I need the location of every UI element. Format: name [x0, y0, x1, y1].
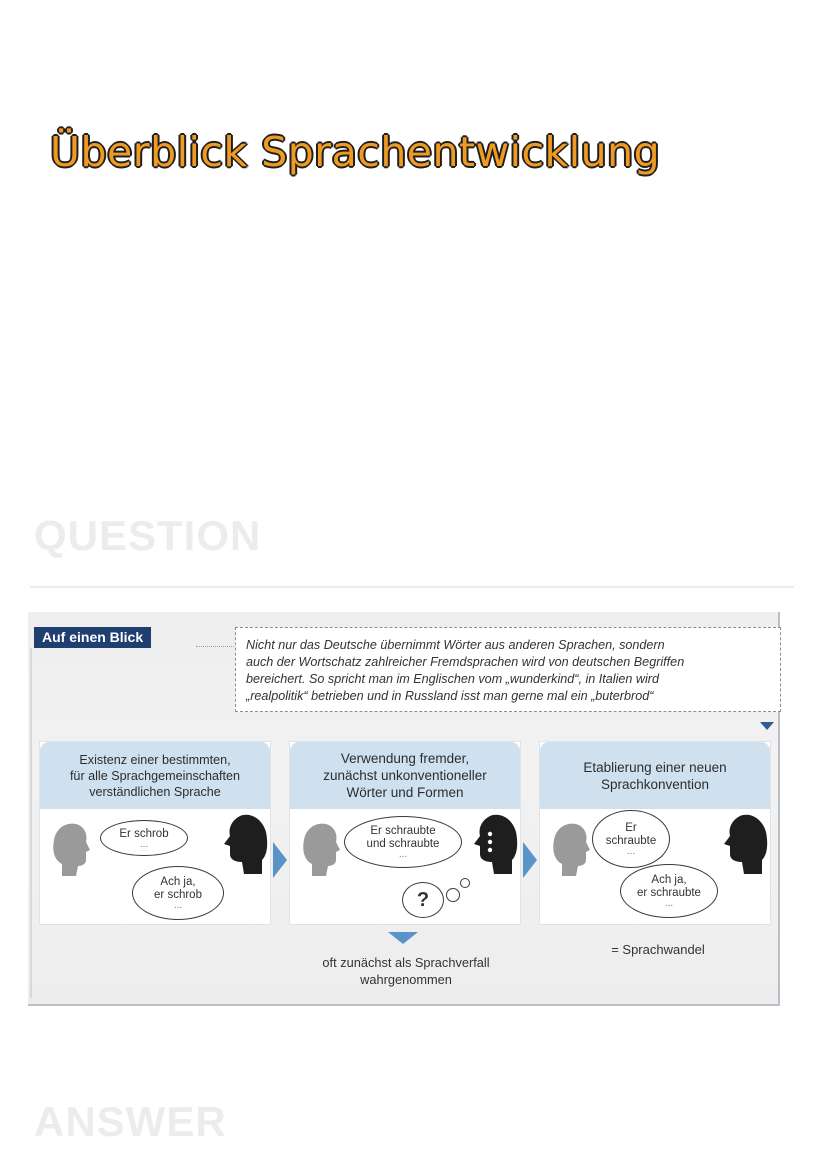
thought-dot [446, 888, 460, 902]
stage-heading [290, 742, 520, 809]
info-line: auch der Wortschatz zahlreicher Fremdsprachen wird von deutschen Begriffen [246, 655, 685, 669]
stage-card-new-convention [540, 742, 770, 924]
thought-dot [460, 878, 470, 888]
stage-card-foreign-words [290, 742, 520, 924]
speech-bubble [132, 866, 224, 920]
bubble-text: schraubte [605, 835, 657, 847]
info-line: bereichert. So spricht man im Englischen vom „wunderkind“, in Italien wird [246, 672, 659, 686]
heading-line: Verwendung fremder, [340, 751, 470, 766]
heading-line: Sprachkonvention [600, 776, 710, 792]
bubble-dots: ... [626, 846, 636, 857]
speech-bubble [592, 810, 670, 868]
bubble-text: und schraubte [366, 838, 440, 850]
flow-arrow-icon [273, 842, 287, 878]
bubble-text: ? [416, 888, 430, 911]
gray-head-icon [302, 822, 340, 878]
answer-label: ANSWER [34, 1098, 227, 1145]
dark-head-icon [222, 812, 268, 876]
heading-line: Etablierung einer neuen [583, 759, 727, 775]
heading-line: Existenz einer bestimmten, [79, 752, 231, 767]
stage-heading [540, 742, 770, 809]
question-bubble [402, 882, 444, 918]
dark-head-icon [722, 812, 768, 876]
heading-line: verständlichen Sprache [89, 784, 221, 799]
bubble-dots: ... [173, 900, 183, 911]
question-label: QUESTION [34, 512, 262, 559]
heading-line: für alle Sprachgemeinschaften [69, 768, 241, 783]
dark-head-icon [472, 812, 518, 876]
textbook-figure [28, 612, 780, 1006]
info-line: Nicht nur das Deutsche übernimmt Wörter aus anderen Sprachen, sondern [246, 638, 665, 652]
heading-line: zunächst unkonventioneller [323, 768, 487, 783]
flow-arrow-icon [523, 842, 537, 878]
figure-left-rule [30, 648, 32, 998]
speech-bubble [620, 864, 718, 918]
caption-line: wahrgenommen [360, 972, 452, 987]
caption [296, 954, 516, 988]
bubble-text: Ach ja, [651, 874, 687, 886]
bubble-text: er schraubte [637, 887, 701, 899]
down-arrow-icon [388, 932, 418, 944]
figure-badge: Auf einen Blick [34, 627, 151, 648]
speech-bubble [100, 820, 188, 856]
bubble-dots: ... [664, 898, 674, 909]
caption-line: oft zunächst als Sprachverfall [322, 955, 490, 970]
bubble-text: Er [625, 822, 637, 834]
heading-line: Wörter und Formen [346, 785, 464, 800]
bubble-text: Er schrob [119, 827, 169, 840]
bubble-text: er schrob [154, 889, 202, 901]
page-title: Überblick Sprachentwicklung [50, 128, 661, 176]
bubble-dots: ... [398, 849, 408, 860]
info-box [235, 627, 781, 712]
bubble-text: Ach ja, [160, 876, 196, 888]
bubble-text: Er schraubte [370, 825, 436, 837]
gray-head-icon [52, 822, 90, 878]
gray-head-icon [552, 822, 590, 878]
result-label: = Sprachwandel [611, 942, 705, 957]
bubble-dots: ... [139, 838, 149, 850]
speech-bubble [344, 816, 462, 868]
divider [30, 586, 794, 588]
info-corner-marker [760, 722, 774, 730]
info-line: „realpolitik“ betrieben und in Russland isst man gerne mal ein „buterbrod“ [246, 689, 654, 703]
stage-heading [40, 742, 270, 809]
stage-card-existence [40, 742, 270, 924]
